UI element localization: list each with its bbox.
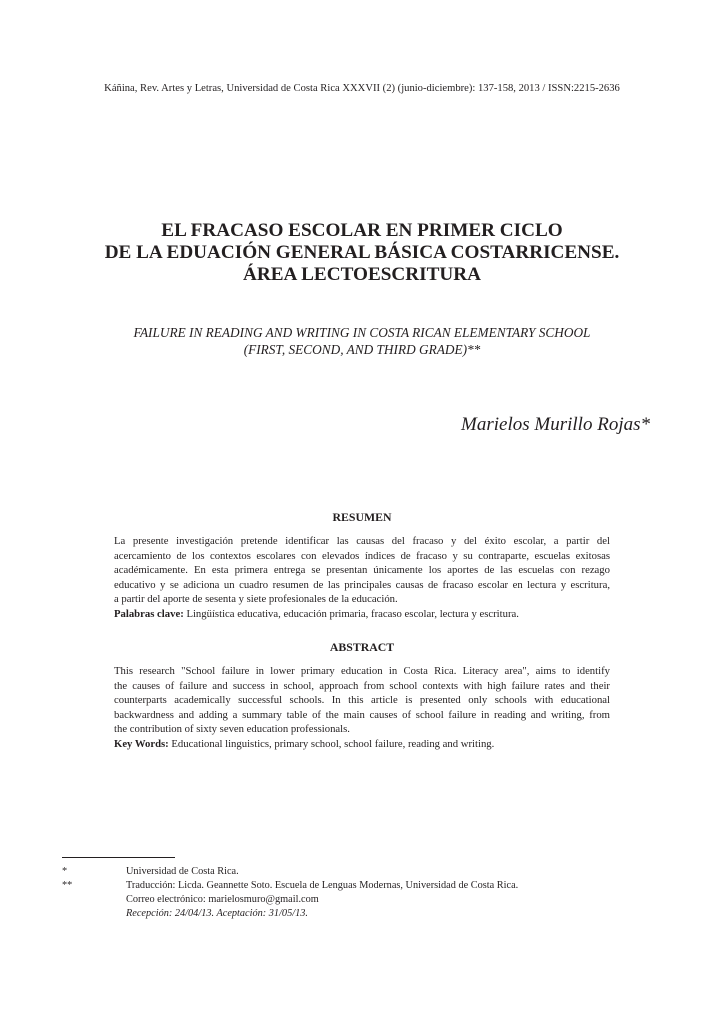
abstract-line: This research "School failure in lower primary education in Costa Rica. Literacy area", aims to identify: [114, 665, 610, 677]
footnote-text: Traducción: Licda. Geannette Soto. Escuela de Lenguas Modernas, Universidad de Costa Rica.: [126, 880, 519, 891]
footnote-text: Universidad de Costa Rica.: [126, 866, 239, 877]
resumen-line: La presente investigación pretende identificar las causas del fracaso y del éxito escolar, a partir del: [114, 535, 610, 547]
subtitle-line: (FIRST, SECOND, AND THIRD GRADE)**: [243, 342, 481, 357]
footnote: [62, 879, 518, 893]
resumen-line: a partir del aporte de sesenta y siete profesionales de la educación.: [114, 593, 398, 606]
keywords-label: Palabras clave:: [114, 607, 184, 620]
author-name: Marielos Murillo Rojas*: [461, 414, 650, 435]
running-header: Káñina, Rev. Artes y Letras, Universidad de Costa Rica XXXVII (2) (junio-diciembre): 137-158, 2013 / ISSN:2215-2636: [104, 83, 620, 94]
abstract-line: backwardness and adding a summary table of the main causes of school failure in reading and writing, from: [114, 708, 610, 721]
english-title: [0, 324, 724, 358]
resumen-line: acercamiento de los contextos escolares con elevados índices de fracaso y su contraparte, escuelas exitosas: [114, 549, 610, 562]
footnote-email: Correo electrónico: marielosmuro@gmail.com: [126, 894, 319, 905]
title-line: EL FRACASO ESCOLAR EN PRIMER CICLO: [161, 220, 563, 241]
footnote-mark: **: [62, 880, 73, 891]
resumen-body: [114, 534, 610, 622]
abstract-keywords: [114, 737, 610, 752]
footnote: [62, 893, 319, 907]
abstract-line: counterparts academically successful schools. In this article is presented only schools with educational: [114, 694, 610, 707]
footnote-divider: [62, 857, 175, 858]
abstract-line: the causes of failure and success in school, approach from school contexts with high failure rates and their: [114, 679, 610, 692]
footnote-mark: *: [62, 866, 68, 877]
resumen-heading: RESUMEN: [332, 510, 392, 524]
article-title: [0, 220, 724, 286]
resumen-keywords: [114, 607, 610, 622]
abstract-heading: ABSTRACT: [329, 640, 395, 654]
resumen-line: educativo y se adiciona un cuadro resumen de las principales causas de fracaso escolar en lectura y escritura,: [114, 578, 610, 591]
title-line: DE LA EDUACIÓN GENERAL BÁSICA COSTARRICENSE.: [104, 242, 620, 263]
keywords-text: Lingüística educativa, educación primaria, fracaso escolar, lectura y escritura.: [183, 607, 519, 620]
keywords-text: Educational linguistics, primary school, school failure, reading and writing.: [168, 737, 495, 750]
abstract-body: [114, 664, 610, 752]
resumen-line: académicamente. En esta primera entrega se presentan únicamente los aportes de las escuelas con rezago: [114, 564, 610, 577]
footnote-dates: Recepción: 24/04/13. Aceptación: 31/05/13.: [126, 908, 308, 919]
footnote: [62, 907, 308, 921]
keywords-label: Key Words:: [114, 737, 169, 750]
title-line: ÁREA LECTOESCRITURA: [243, 264, 481, 285]
footnote: [62, 865, 239, 879]
abstract-line: the contribution of sixty seven education professionals.: [114, 723, 350, 736]
subtitle-line: FAILURE IN READING AND WRITING IN COSTA RICAN ELEMENTARY SCHOOL: [133, 325, 591, 340]
